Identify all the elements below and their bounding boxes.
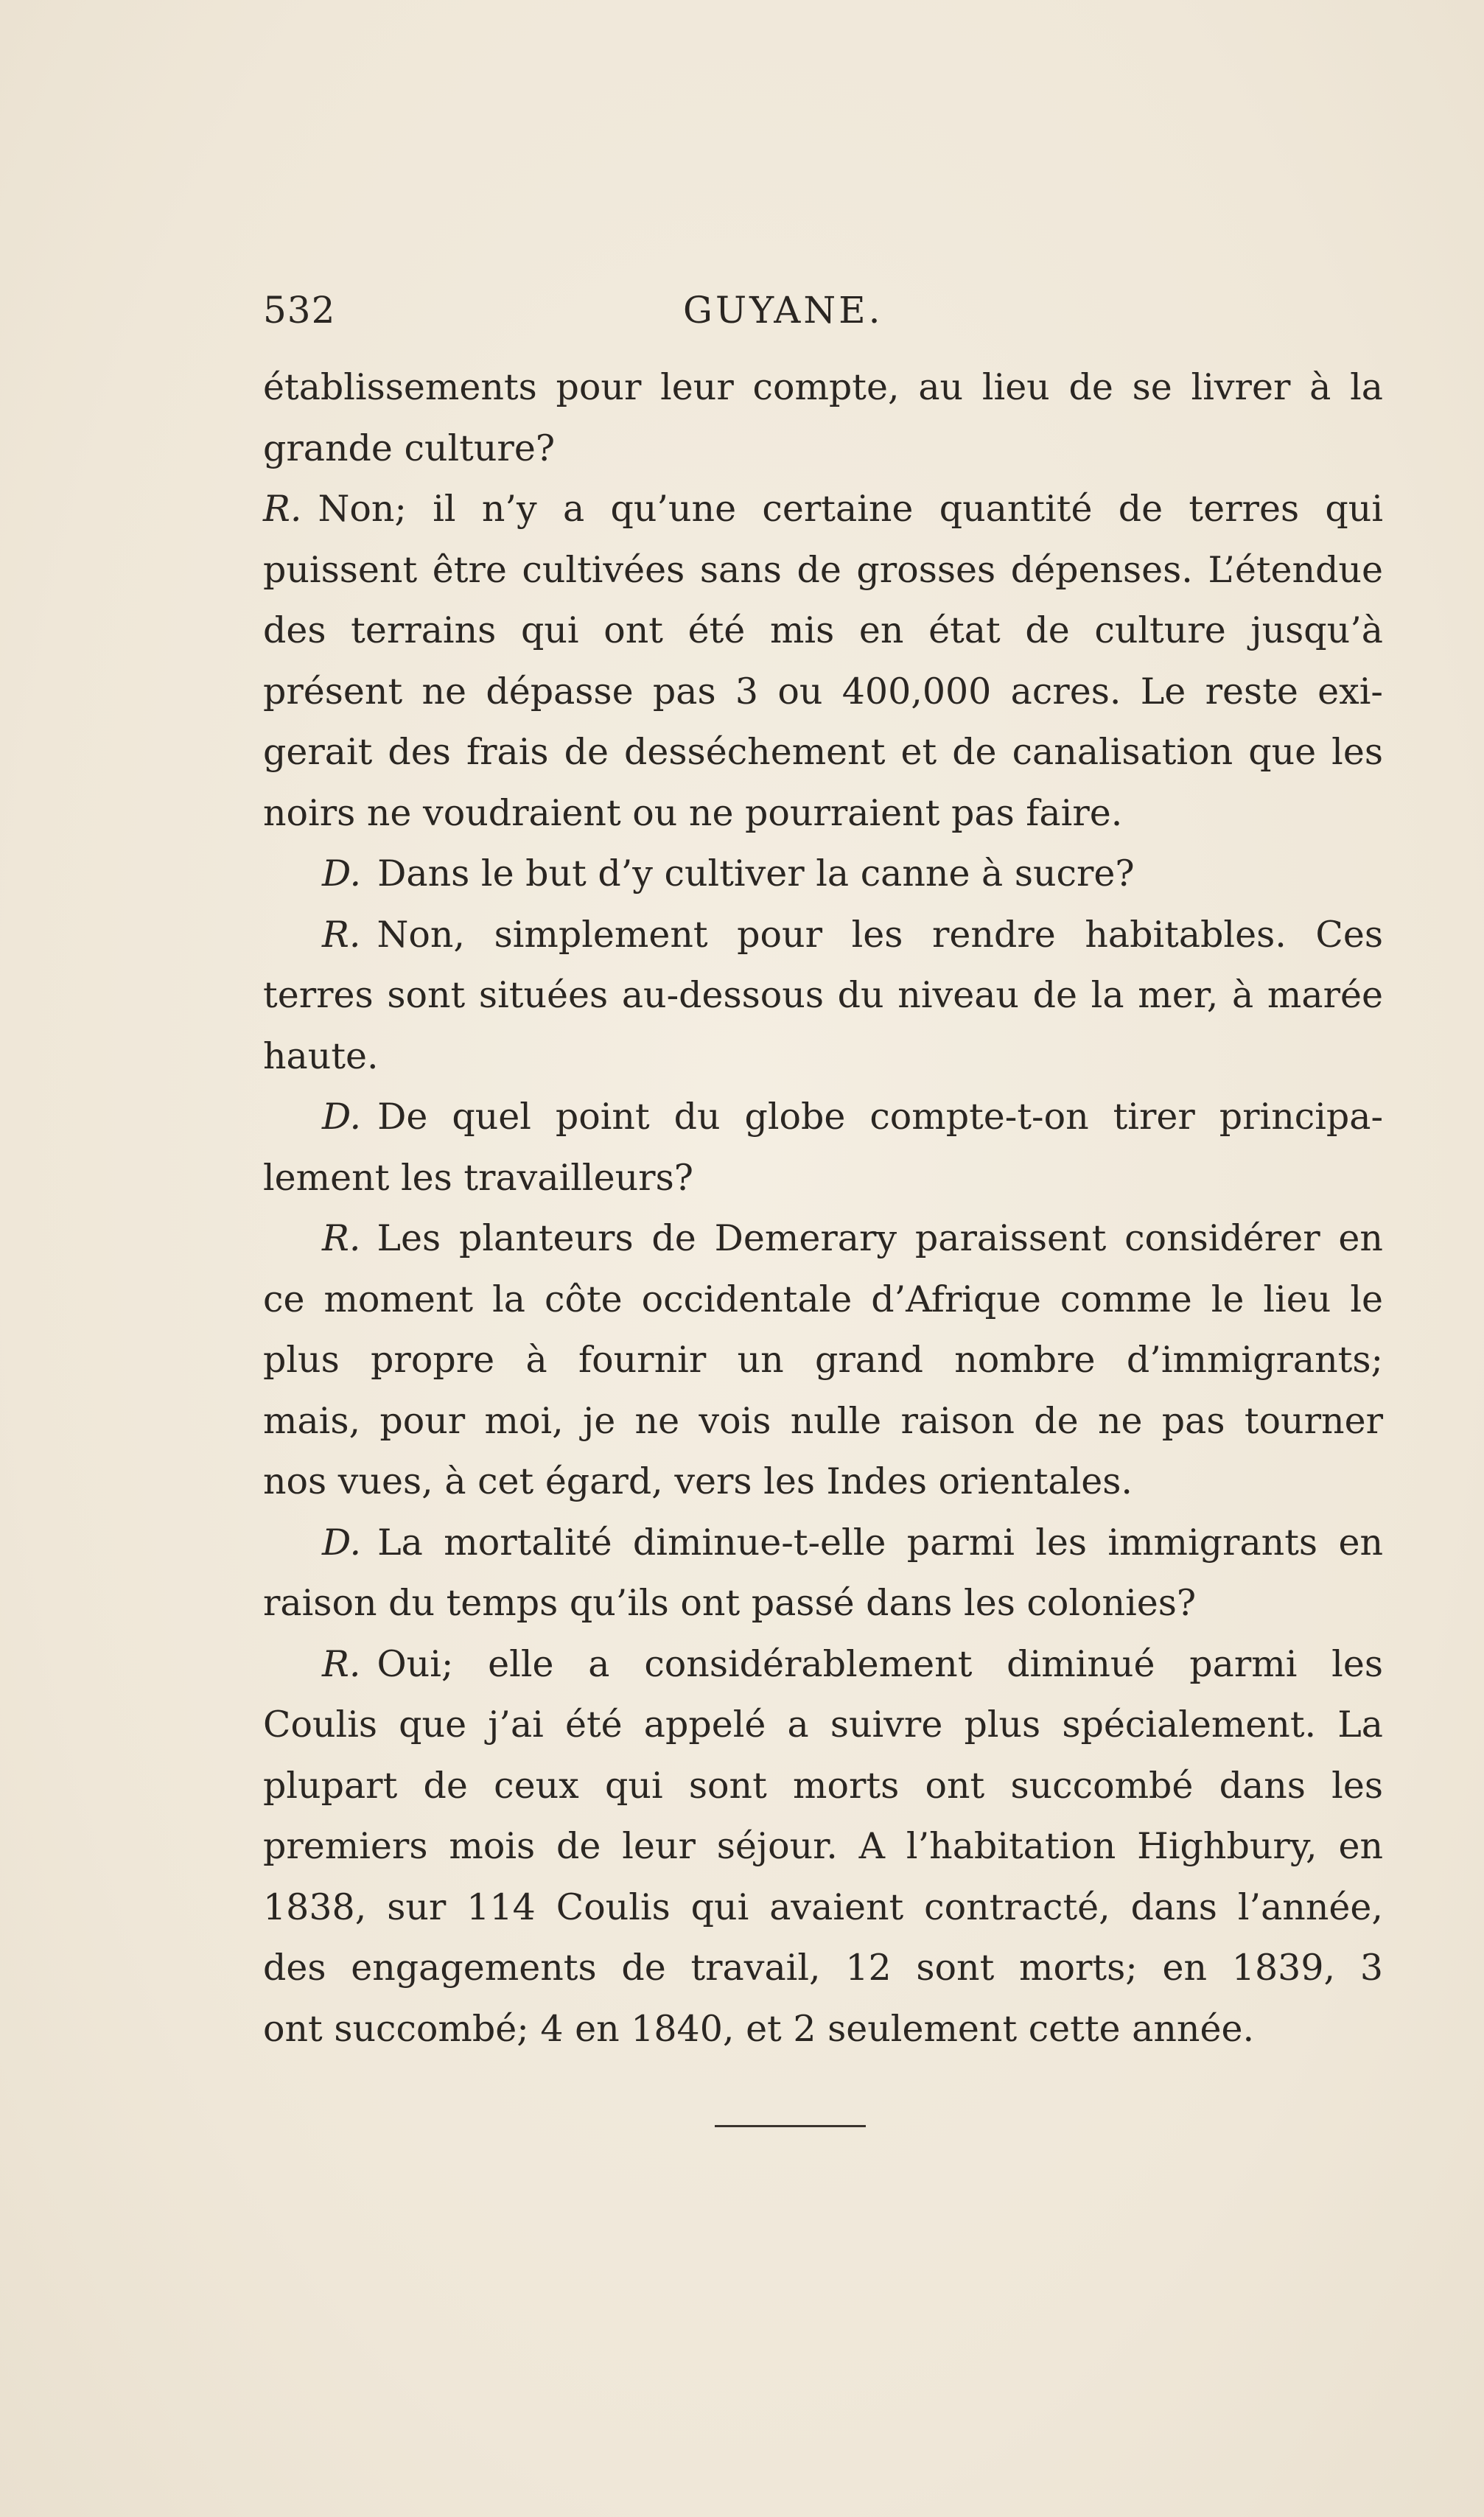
line-text: noirs ne voudraient ou ne pourraient pas faire. [263, 791, 1123, 834]
line-text: gerait des frais de desséchement et de canalisation que les [263, 731, 1383, 773]
text-line [263, 1148, 1383, 1209]
text-line [263, 1634, 1383, 1695]
line-text: grande culture? [263, 427, 556, 469]
text-line [263, 1026, 1383, 1088]
line-text: des terrains qui ont été mis en état de culture jusqu’à [263, 609, 1383, 651]
text-line [263, 905, 1383, 966]
section-rule [715, 2125, 866, 2127]
text-line [263, 1756, 1383, 1817]
speaker-label: D. [322, 1096, 362, 1138]
speaker-label: R. [322, 913, 361, 956]
speaker-label: D. [322, 853, 362, 895]
text-line [263, 1573, 1383, 1634]
line-text: lement les travailleurs? [263, 1156, 693, 1199]
line-text: Oui; elle a considérablement diminué parmi les [377, 1642, 1383, 1685]
line-text: terres sont situées au-dessous du niveau de la mer, à marée [263, 974, 1383, 1016]
speaker-label: R. [263, 488, 302, 530]
speaker-label: R. [322, 1642, 361, 1685]
line-text: puissent être cultivées sans de grosses dépenses. L’étendue [263, 548, 1383, 591]
text-line [263, 357, 1383, 419]
line-text: Les planteurs de Demerary paraissent considérer en [377, 1217, 1383, 1259]
line-text: nos vues, à cet égard, vers les Indes orientales. [263, 1460, 1133, 1502]
text-line [263, 1695, 1383, 1756]
line-text: Non; il n’y a qu’une certaine quantité de terres qui [318, 488, 1383, 530]
line-text: Coulis que j’ai été appelé a suivre plus spécialement. La [263, 1704, 1383, 1746]
line-text: haute. [263, 1035, 379, 1077]
text-line [263, 1938, 1383, 1999]
line-text: De quel point du globe compte-t-on tirer principa- [377, 1096, 1383, 1138]
text-line [263, 662, 1383, 723]
line-text: plus propre à fournir un grand nombre d’immigrants; [263, 1339, 1383, 1381]
line-text: plupart de ceux qui sont morts ont succombé dans les [263, 1764, 1383, 1807]
page-number: 532 [263, 289, 336, 332]
text-line [263, 844, 1383, 905]
text-line [263, 783, 1383, 844]
speaker-label: R. [322, 1217, 361, 1259]
text-line [263, 1330, 1383, 1391]
text-line [263, 1877, 1383, 1939]
text-line [263, 419, 1383, 480]
text-line [263, 1270, 1383, 1331]
page-header [263, 289, 1383, 340]
text-line [263, 1999, 1383, 2060]
running-title: GUYANE. [683, 289, 883, 332]
line-text: établissements pour leur compte, au lieu de se livrer à la [263, 366, 1383, 408]
line-text: raison du temps qu’ils ont passé dans les colonies? [263, 1582, 1197, 1624]
line-text: présent ne dépasse pas 3 ou 400,000 acres. Le reste exi- [263, 670, 1383, 713]
text-line [263, 1452, 1383, 1513]
line-text: premiers mois de leur séjour. A l’habitation Highbury, en [263, 1825, 1383, 1867]
text-line [263, 722, 1383, 783]
speaker-label: D. [322, 1521, 362, 1564]
text-line [263, 540, 1383, 601]
line-text: ce moment la côte occidentale d’Afrique comme le lieu le [263, 1278, 1383, 1320]
text-line [263, 1816, 1383, 1877]
text-line [263, 1391, 1383, 1452]
text-line [263, 1208, 1383, 1270]
line-text: Dans le but d’y cultiver la canne à sucre? [377, 853, 1135, 895]
text-line [263, 1513, 1383, 1574]
line-text: mais, pour moi, je ne vois nulle raison de ne pas tourner [263, 1399, 1383, 1442]
text-line [263, 479, 1383, 540]
text-line [263, 601, 1383, 662]
line-text: 1838, sur 114 Coulis qui avaient contracté, dans l’année, [263, 1886, 1383, 1928]
line-text: Non, simplement pour les rendre habitables. Ces [377, 913, 1383, 956]
text-line [263, 965, 1383, 1026]
line-text: ont succombé; 4 en 1840, et 2 seulement cette année. [263, 2007, 1255, 2050]
text-line [263, 1087, 1383, 1148]
body-text [263, 357, 1383, 2059]
line-text: des engagements de travail, 12 sont morts; en 1839, 3 [263, 1947, 1383, 1989]
line-text: La mortalité diminue-t-elle parmi les immigrants en [377, 1521, 1383, 1564]
